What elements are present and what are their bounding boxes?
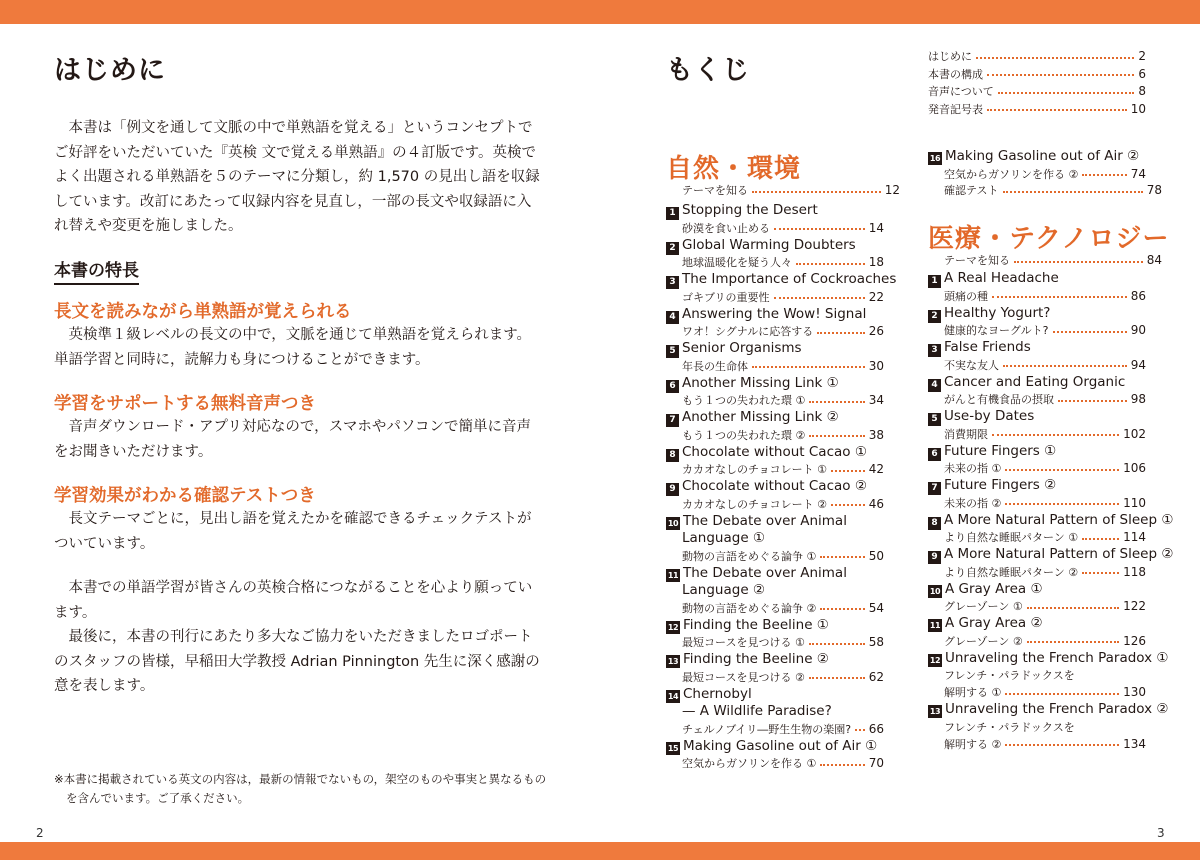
dot-leader bbox=[1082, 572, 1119, 574]
toc-unit-13-ja bbox=[928, 736, 1146, 753]
toc-unit-10-ja bbox=[666, 548, 884, 565]
toc-entry-label: ワオ！シグナルに応答する bbox=[682, 325, 814, 338]
toc-unit-8-ja bbox=[928, 529, 1146, 546]
unit-english-title: A Real Headache bbox=[944, 270, 1059, 286]
unit-number-badge: 4 bbox=[928, 379, 941, 392]
toc-entry-label: より自然な睡眠パターン ① bbox=[944, 531, 1079, 544]
unit-english-title: Cancer and Eating Organic bbox=[944, 373, 1126, 390]
dot-leader bbox=[1027, 607, 1119, 609]
top-orange-band bbox=[0, 0, 1200, 24]
unit-number-badge: 3 bbox=[666, 276, 679, 289]
toc-page-number: 110 bbox=[1123, 495, 1146, 510]
unit-number-badge: 2 bbox=[928, 310, 941, 323]
toc-page-number: 2 bbox=[1138, 49, 1146, 63]
dot-leader bbox=[820, 764, 864, 766]
page-title-contents: もくじ bbox=[666, 55, 750, 86]
toc-unit-12-ja bbox=[666, 634, 884, 651]
toc-page-number: 12 bbox=[884, 183, 900, 197]
feature-heading-2: 学習をサポートする無料音声つき bbox=[54, 394, 316, 414]
unit-english-title: False Friends bbox=[944, 339, 1031, 355]
unit-english-title: Another Missing Link ① bbox=[682, 374, 839, 391]
toc-unit-11-ja bbox=[928, 633, 1146, 650]
toc-unit-3-ja bbox=[666, 289, 884, 306]
dot-leader bbox=[987, 109, 1127, 111]
unit-english-title: The Importance of Cockroaches bbox=[682, 271, 897, 287]
toc-page-number: 58 bbox=[868, 635, 884, 649]
dot-leader bbox=[1003, 191, 1143, 193]
toc-entry-label: 動物の言語をめぐる論争 ① bbox=[682, 549, 817, 563]
toc-unit-1-ja bbox=[928, 288, 1146, 305]
toc-page-number: 6 bbox=[1138, 66, 1146, 81]
unit-english-title: Future Fingers ② bbox=[944, 477, 1057, 493]
toc-unit-9-en bbox=[928, 546, 1174, 563]
dot-leader bbox=[1014, 261, 1143, 263]
intro-paragraph bbox=[54, 116, 544, 239]
toc-page-number: 134 bbox=[1123, 736, 1146, 751]
dot-leader bbox=[774, 297, 865, 299]
toc-unit-16-en bbox=[928, 148, 1146, 165]
toc-page-number: 66 bbox=[868, 721, 884, 736]
dot-leader bbox=[809, 677, 865, 679]
toc-page-number: 8 bbox=[1138, 84, 1146, 98]
toc-unit-6-en bbox=[928, 443, 1146, 460]
toc-entry-label: カカオなしのチョコレート ① bbox=[682, 463, 828, 476]
unit-english-title: Finding the Beeline ② bbox=[683, 651, 829, 667]
unit-number-badge: 7 bbox=[666, 414, 679, 427]
toc-front-item bbox=[928, 101, 1146, 118]
toc-entry-label: 健康的なヨーグルト? bbox=[944, 324, 1049, 337]
toc-unit-2-en bbox=[928, 305, 1146, 322]
toc-page-number: 90 bbox=[1130, 323, 1146, 337]
unit-english-title: Finding the Beeline ① bbox=[683, 616, 829, 633]
dot-leader bbox=[1027, 641, 1119, 643]
feature-text-3: 長文テーマごとに，見出し語を覚えたかを確認できるチェックテストがついています。 bbox=[54, 511, 532, 552]
closing-text-2: 最後に，本書の刊行にあたり多大なご協力をいただきましたロゴポートのスタッフの皆様，早稲田大学教授 Adrian Pinnington 先生に深く感謝の意を表します。 bbox=[54, 629, 540, 694]
toc-unit-10-en bbox=[666, 530, 884, 547]
unit-english-title: A Gray Area ② bbox=[945, 615, 1043, 631]
features-heading: 本書の特長 bbox=[54, 256, 139, 285]
feature-heading-1: 長文を読みながら単熟語が覚えられる bbox=[54, 302, 352, 322]
toc-unit-13-en bbox=[928, 701, 1169, 718]
unit-number-badge: 9 bbox=[666, 483, 679, 496]
unit-english-title: Making Gasoline out of Air ① bbox=[683, 737, 878, 754]
toc-entry-label: グレーゾーン ① bbox=[944, 600, 1023, 613]
toc-entry-label: 音声について bbox=[928, 85, 994, 98]
toc-unit-12-en bbox=[928, 649, 1169, 667]
unit-number-badge: 12 bbox=[667, 622, 679, 632]
unit-number-badge: 14 bbox=[667, 691, 679, 701]
toc-entry-label: 発音記号表 bbox=[928, 102, 983, 116]
unit-english-title: Unraveling the French Paradox ② bbox=[945, 701, 1169, 717]
toc-page-number: 78 bbox=[1146, 183, 1162, 197]
toc-unit-4-ja bbox=[928, 391, 1146, 408]
toc-page-number: 94 bbox=[1130, 357, 1146, 372]
dot-leader bbox=[1005, 503, 1119, 505]
unit-number-badge: 6 bbox=[928, 448, 941, 461]
toc-unit-7-en bbox=[928, 477, 1146, 494]
dot-leader bbox=[809, 401, 864, 403]
unit-english-title: A Gray Area ① bbox=[945, 580, 1043, 597]
toc-page-number: 114 bbox=[1123, 530, 1146, 544]
toc-unit-4-ja bbox=[666, 323, 884, 340]
intro-text: 本書は「例文を通して文脈の中で単熟語を覚える」というコンセプトでご好評をいただいていた『英検 文で覚える単熟語』の４訂版です。英検でよく出題される単熟語を５のテーマに分類し，約 1,570 の見出し語を収録しています。改訂にあたって収録内容を見直し，一部の長文や収録語に入れ替えや変更を施しました。 bbox=[54, 120, 540, 234]
toc-unit-16-ja bbox=[928, 166, 1146, 183]
toc-entry-label: ゴキブリの重要性 bbox=[682, 290, 770, 304]
toc-entry-label: テーマを知る bbox=[944, 254, 1010, 267]
toc-entry-label: 地球温暖化を疑う人々 bbox=[682, 256, 792, 269]
unit-english-title: — A Wildlife Paradise? bbox=[682, 703, 832, 719]
toc-entry-label: グレーゾーン ② bbox=[944, 634, 1023, 648]
toc-unit-11-en bbox=[666, 565, 884, 582]
unit-number-badge: 10 bbox=[667, 518, 679, 528]
section-title-medical: 医療・テクノロジー bbox=[928, 224, 1170, 254]
toc-unit-14-en bbox=[666, 686, 884, 703]
unit-number-badge: 16 bbox=[929, 154, 941, 163]
toc-entry-label: チェルノブイリ―野生生物の楽園? bbox=[682, 722, 852, 736]
unit-number-badge: 15 bbox=[667, 743, 679, 753]
unit-english-title: Chocolate without Cacao ② bbox=[682, 478, 867, 494]
toc-entry-label: 頭痛の種 bbox=[944, 289, 988, 303]
toc-unit-6-en bbox=[666, 375, 884, 392]
dot-leader bbox=[987, 74, 1134, 76]
toc-page-number: 14 bbox=[868, 220, 884, 235]
unit-english-title: Language ② bbox=[682, 582, 766, 598]
unit-english-title: Senior Organisms bbox=[682, 340, 802, 356]
page-number-right: 3 bbox=[1157, 826, 1165, 840]
dot-leader bbox=[1005, 744, 1119, 746]
unit-english-title: Stopping the Desert bbox=[682, 202, 818, 218]
closing-paragraph bbox=[54, 576, 544, 699]
dot-leader bbox=[1053, 331, 1127, 333]
toc-unit-3-en bbox=[928, 339, 1146, 356]
unit-number-badge: 12 bbox=[929, 655, 941, 665]
toc-entry-label: 年長の生命体 bbox=[682, 359, 748, 373]
dot-leader bbox=[817, 332, 864, 334]
dot-leader bbox=[752, 366, 865, 368]
dot-leader bbox=[774, 228, 865, 230]
toc-page-number: 84 bbox=[1146, 253, 1162, 267]
dot-leader bbox=[992, 434, 1119, 436]
toc-page-number: 130 bbox=[1123, 685, 1146, 699]
unit-number-badge: 6 bbox=[666, 380, 679, 393]
toc-test bbox=[928, 182, 1162, 199]
dot-leader bbox=[1058, 400, 1127, 402]
unit-number-badge: 1 bbox=[928, 275, 941, 288]
toc-page-number: 62 bbox=[868, 669, 884, 684]
page-title-introduction: はじめに bbox=[54, 55, 166, 86]
toc-page-number: 54 bbox=[868, 600, 884, 615]
toc-page-number: 50 bbox=[868, 548, 884, 563]
toc-unit-15-en bbox=[666, 738, 884, 755]
toc-entry-label: 確認テスト bbox=[944, 184, 999, 197]
dot-leader bbox=[809, 643, 865, 645]
dot-leader bbox=[820, 556, 864, 558]
feature-heading-3: 学習効果がわかる確認テストつき bbox=[54, 486, 316, 506]
toc-entry-label: カカオなしのチョコレート ② bbox=[682, 497, 828, 511]
unit-number-badge: 3 bbox=[928, 344, 941, 357]
dot-leader bbox=[752, 191, 881, 193]
toc-page-number: 34 bbox=[868, 393, 884, 407]
toc-entry-label: 最短コースを見つける ① bbox=[682, 636, 805, 649]
toc-page-number: 38 bbox=[868, 427, 884, 442]
unit-english-title: A More Natural Pattern of Sleep ② bbox=[944, 546, 1174, 562]
toc-unit-12-ja-line: フレンチ・パラドックスを bbox=[944, 669, 1075, 682]
toc-page-number: 42 bbox=[868, 462, 884, 476]
dot-leader bbox=[1082, 538, 1119, 540]
unit-number-badge: 5 bbox=[666, 345, 679, 358]
unit-english-title: Answering the Wow! Signal bbox=[682, 305, 867, 322]
unit-number-badge: 2 bbox=[666, 242, 679, 255]
toc-page-number: 118 bbox=[1123, 564, 1146, 579]
unit-english-title: Another Missing Link ② bbox=[682, 409, 839, 425]
toc-unit-8-en bbox=[666, 444, 884, 461]
toc-unit-7-ja bbox=[928, 495, 1146, 512]
dot-leader bbox=[855, 729, 865, 731]
toc-unit-6-ja bbox=[928, 460, 1146, 477]
toc-unit-10-ja bbox=[928, 598, 1146, 615]
toc-unit-3-ja bbox=[928, 357, 1146, 374]
toc-unit-12-ja bbox=[928, 684, 1146, 701]
toc-unit-9-en bbox=[666, 478, 884, 495]
feature-text-1: 英検準１級レベルの長文の中で，文脈を通じて単熟語を覚えられます。単語学習と同時に，読解力も身につけることができます。 bbox=[54, 327, 532, 368]
toc-unit-11-en bbox=[928, 615, 1146, 632]
toc-page-number: 70 bbox=[868, 756, 884, 770]
toc-unit-4-en bbox=[666, 306, 884, 323]
toc-page-number: 74 bbox=[1130, 166, 1146, 181]
toc-unit-8-en bbox=[928, 511, 1174, 529]
toc-page-number: 26 bbox=[868, 324, 884, 338]
toc-page-number: 22 bbox=[868, 289, 884, 304]
unit-number-badge: 4 bbox=[666, 311, 679, 324]
toc-entry-label: 空気からガソリンを作る ② bbox=[944, 167, 1079, 181]
unit-number-badge: 13 bbox=[667, 657, 679, 666]
unit-english-title: Chocolate without Cacao ① bbox=[682, 443, 867, 460]
unit-english-title: Making Gasoline out of Air ② bbox=[945, 148, 1140, 164]
unit-number-badge: 9 bbox=[928, 551, 941, 564]
toc-entry-label: もう１つの失われた環 ① bbox=[682, 394, 806, 407]
toc-unit-5-ja bbox=[928, 426, 1146, 443]
unit-number-badge: 13 bbox=[929, 707, 941, 716]
unit-english-title: Language ① bbox=[682, 530, 766, 546]
toc-page-number: 86 bbox=[1130, 288, 1146, 303]
toc-page-number: 18 bbox=[868, 255, 884, 269]
feature-text-2: 音声ダウンロード・アプリ対応なので，スマホやパソコンで簡単に音声をお聞きいただけます。 bbox=[54, 419, 532, 460]
toc-unit-10-en bbox=[928, 581, 1146, 598]
dot-leader bbox=[831, 470, 865, 472]
toc-unit-3-en bbox=[666, 271, 897, 288]
unit-english-title: A More Natural Pattern of Sleep ① bbox=[944, 511, 1174, 528]
unit-number-badge: 7 bbox=[928, 482, 941, 495]
toc-entry-label: 不実な友人 bbox=[944, 358, 999, 372]
toc-unit-5-ja bbox=[666, 358, 884, 375]
dot-leader bbox=[820, 608, 864, 610]
toc-page-number: 122 bbox=[1123, 599, 1146, 613]
toc-unit-9-ja bbox=[666, 496, 884, 513]
dot-leader bbox=[992, 296, 1127, 298]
toc-unit-14-en bbox=[666, 703, 884, 720]
toc-unit-9-ja bbox=[928, 564, 1146, 581]
toc-page-number: 102 bbox=[1123, 426, 1146, 441]
toc-entry-label: がんと有機食品の摂取 bbox=[944, 393, 1054, 406]
unit-number-badge: 8 bbox=[928, 517, 941, 530]
toc-unit-13-en bbox=[666, 651, 884, 668]
toc-front-item bbox=[928, 48, 1146, 65]
toc-unit-5-en bbox=[666, 340, 884, 357]
toc-unit-1-en bbox=[928, 270, 1146, 287]
toc-entry-label: 動物の言語をめぐる論争 ② bbox=[682, 601, 817, 615]
toc-unit-13-ja-line: フレンチ・パラドックスを bbox=[944, 720, 1075, 734]
section-title-nature: 自然・環境 bbox=[666, 154, 802, 184]
toc-unit-15-ja bbox=[666, 755, 884, 772]
unit-number-badge: 5 bbox=[928, 413, 941, 426]
toc-unit-7-en bbox=[666, 409, 884, 426]
toc-theme-intro-2 bbox=[928, 252, 1162, 269]
dot-leader bbox=[1005, 693, 1119, 695]
toc-theme-intro bbox=[666, 182, 900, 199]
toc-unit-2-ja bbox=[666, 254, 884, 271]
toc-unit-11-en bbox=[666, 582, 884, 599]
unit-english-title: Unraveling the French Paradox ① bbox=[945, 649, 1169, 666]
dot-leader bbox=[1003, 365, 1127, 367]
unit-english-title: The Debate over Animal bbox=[683, 564, 847, 581]
closing-text-1: 本書での単語学習が皆さんの英検合格につながることを心より願っています。 bbox=[54, 580, 533, 621]
toc-entry-label: 未来の指 ② bbox=[944, 496, 1002, 510]
toc-unit-2-ja bbox=[928, 322, 1146, 339]
toc-entry-label: より自然な睡眠パターン ② bbox=[944, 565, 1079, 579]
toc-entry-label: 空気からガソリンを作る ① bbox=[682, 757, 817, 770]
toc-entry-label: 本書の構成 bbox=[928, 67, 983, 81]
unit-english-title: Global Warming Doubters bbox=[682, 236, 856, 253]
toc-page-number: 98 bbox=[1130, 392, 1146, 406]
dot-leader bbox=[1082, 174, 1126, 176]
dot-leader bbox=[1005, 469, 1119, 471]
bottom-orange-band bbox=[0, 842, 1200, 860]
dot-leader bbox=[831, 504, 865, 506]
unit-number-badge: 11 bbox=[667, 570, 679, 580]
toc-entry-label: 解明する ① bbox=[944, 686, 1002, 699]
toc-front-item bbox=[928, 83, 1146, 100]
toc-entry-label: はじめに bbox=[928, 50, 972, 63]
toc-unit-1-en bbox=[666, 202, 884, 219]
toc-unit-7-ja bbox=[666, 427, 884, 444]
toc-unit-6-ja bbox=[666, 392, 884, 409]
unit-english-title: Healthy Yogurt? bbox=[944, 304, 1051, 321]
unit-english-title: The Debate over Animal bbox=[683, 512, 847, 529]
toc-unit-14-ja bbox=[666, 721, 884, 738]
toc-unit-10-en bbox=[666, 513, 884, 530]
toc-page-number: 126 bbox=[1123, 633, 1146, 648]
toc-front-item bbox=[928, 66, 1146, 83]
footnote: ※本書に掲載されている英文の内容は，最新の情報でないもの，架空のものや事実と異なるものを含んでいます。ご了承ください。 bbox=[54, 772, 547, 805]
unit-number-badge: 11 bbox=[929, 621, 941, 630]
toc-unit-12-en bbox=[666, 617, 884, 634]
toc-unit-8-ja bbox=[666, 461, 884, 478]
dot-leader bbox=[998, 92, 1135, 94]
toc-entry-label: 消費期限 bbox=[944, 427, 988, 441]
toc-entry-label: 砂漠を食い止める bbox=[682, 221, 770, 235]
unit-number-badge: 1 bbox=[666, 207, 679, 220]
toc-entry-label: 解明する ② bbox=[944, 737, 1002, 751]
unit-english-title: Chernobyl bbox=[683, 685, 752, 702]
toc-entry-label: もう１つの失われた環 ② bbox=[682, 428, 806, 442]
toc-entry-label: テーマを知る bbox=[682, 184, 748, 197]
toc-entry-label: 未来の指 ① bbox=[944, 462, 1002, 475]
toc-unit-5-en bbox=[928, 408, 1146, 425]
unit-english-title: Use-by Dates bbox=[944, 408, 1035, 424]
toc-page-number: 46 bbox=[868, 496, 884, 511]
toc-unit-11-ja bbox=[666, 600, 884, 617]
dot-leader bbox=[796, 263, 865, 265]
toc-unit-2-en bbox=[666, 237, 884, 254]
unit-english-title: Future Fingers ① bbox=[944, 442, 1057, 459]
dot-leader bbox=[976, 57, 1134, 59]
toc-unit-1-ja bbox=[666, 220, 884, 237]
unit-number-badge: 10 bbox=[929, 586, 941, 596]
toc-page-number: 10 bbox=[1130, 101, 1146, 116]
toc-page-number: 30 bbox=[868, 358, 884, 373]
unit-number-badge: 8 bbox=[666, 449, 679, 462]
toc-unit-4-en bbox=[928, 374, 1146, 391]
toc-unit-13-ja bbox=[666, 669, 884, 686]
dot-leader bbox=[809, 435, 864, 437]
page-number-left: 2 bbox=[36, 826, 44, 840]
toc-page-number: 106 bbox=[1123, 461, 1146, 475]
toc-entry-label: 最短コースを見つける ② bbox=[682, 670, 805, 684]
